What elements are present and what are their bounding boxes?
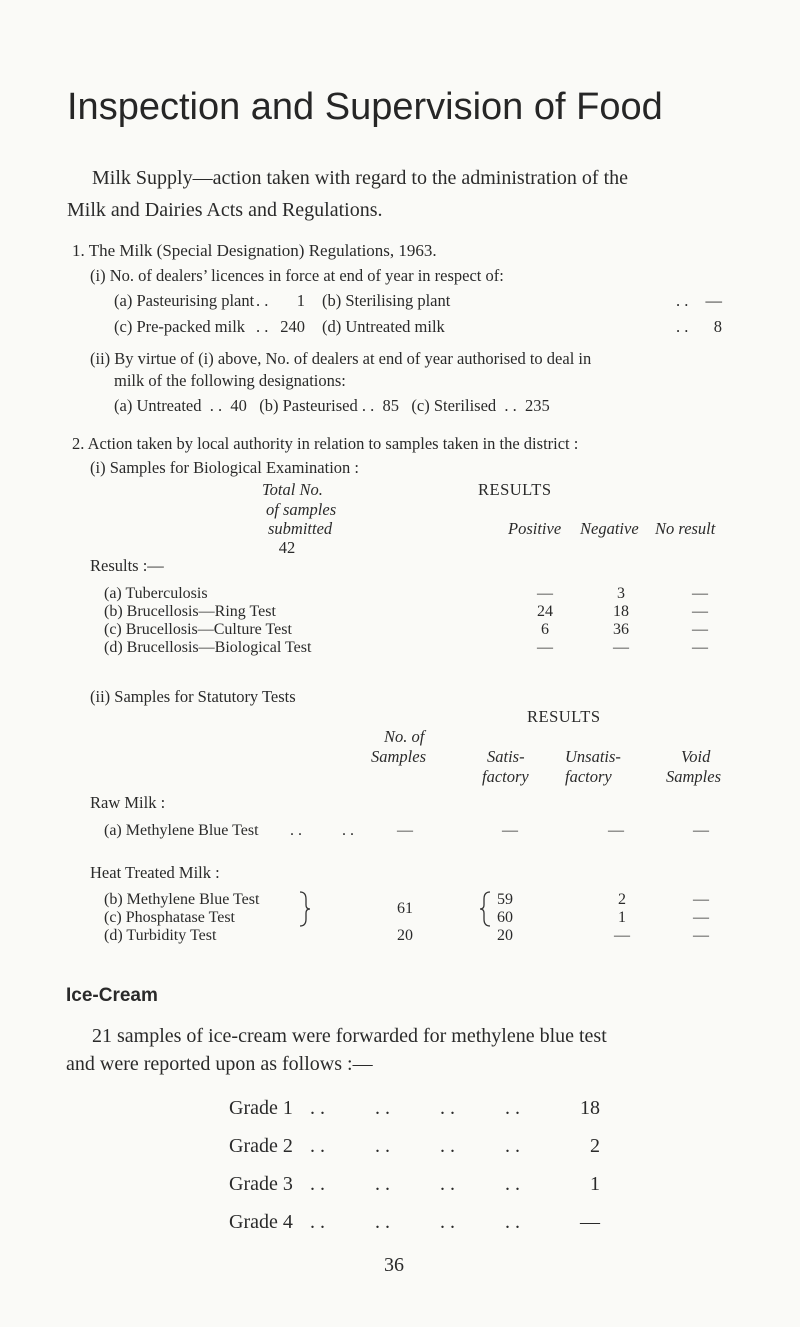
col-unsatis-line-2: factory xyxy=(565,767,612,786)
section-1-heading: 1. The Milk (Special Designation) Regulations, 1963. xyxy=(72,241,437,260)
section-1-ii-line-1: (ii) By virtue of (i) above, No. of dealers at end of year authorised to deal in xyxy=(90,349,592,368)
section-1-ii-line-2: milk of the following designations: xyxy=(114,371,346,390)
section-2-ii-label: (ii) Samples for Statutory Tests xyxy=(90,687,296,706)
right-brace-icon xyxy=(298,891,312,927)
grade-label: Grade 1 xyxy=(229,1097,293,1119)
heat-row-unsatis: 1 xyxy=(618,909,626,926)
raw-row-samples: — xyxy=(397,822,413,839)
heat-row-void: — xyxy=(693,891,709,908)
results-header-statutory: RESULTS xyxy=(527,707,601,726)
grade-value: — xyxy=(580,1211,600,1233)
bio-row-positive: — xyxy=(537,639,553,656)
licence-value-d: 8 xyxy=(713,317,722,336)
grade-dots: . . . . . . . . xyxy=(310,1135,520,1157)
licence-label-c: (c) Pre-packed milk xyxy=(114,317,246,336)
col-satis-line-2: factory xyxy=(482,767,529,786)
results-label: Results :— xyxy=(90,556,164,575)
heat-row-satis: 20 xyxy=(497,927,513,944)
raw-row-unsatis: — xyxy=(608,822,624,839)
grade-label: Grade 3 xyxy=(229,1173,293,1195)
bio-row-label: (b) Brucellosis—Ring Test xyxy=(104,603,276,620)
bio-row-noresult: — xyxy=(692,639,708,656)
designations-line: (a) Untreated . . 40 (b) Pasteurised . . 85 (c) Sterilised . . 235 xyxy=(114,396,550,415)
grade-dots: . . . . . . . . xyxy=(310,1211,520,1233)
section-1-i-label: (i) No. of dealers’ licences in force at end of year in respect of: xyxy=(90,266,504,285)
results-header-bio: RESULTS xyxy=(478,480,552,499)
grade-value: 1 xyxy=(590,1173,600,1195)
raw-row-dots: . . . . xyxy=(290,822,354,839)
col-negative: Negative xyxy=(580,519,639,538)
col-samples-line-1: No. of xyxy=(384,727,425,746)
col-total-line-3: submitted xyxy=(268,519,333,538)
heat-row-label: (d) Turbidity Test xyxy=(104,927,217,944)
licence-dots-a: . . xyxy=(256,291,269,310)
intro-line-1: Milk Supply—action taken with regard to the administration of the xyxy=(92,167,629,189)
section-2-i-label: (i) Samples for Biological Examination : xyxy=(90,458,359,477)
col-unsatis-line-1: Unsatis- xyxy=(565,747,621,766)
total-samples-value: 42 xyxy=(278,538,296,557)
col-void-line-2: Samples xyxy=(666,767,721,786)
grade-dots: . . . . . . . . xyxy=(310,1173,520,1195)
heat-row-satis: 59 xyxy=(497,891,513,908)
intro-line-2: Milk and Dairies Acts and Regulations. xyxy=(67,199,383,221)
col-no-result: No result xyxy=(655,519,716,538)
bio-row-positive: 6 xyxy=(541,621,549,638)
ice-cream-heading: Ice-Cream xyxy=(66,985,158,1006)
bio-row-negative: — xyxy=(613,639,629,656)
ice-cream-line-2: and were reported upon as follows :— xyxy=(66,1053,373,1075)
bio-row-label: (a) Tuberculosis xyxy=(104,585,208,602)
grade-value: 2 xyxy=(590,1135,600,1157)
heat-row-void: — xyxy=(693,909,709,926)
bio-row-noresult: — xyxy=(692,585,708,602)
grade-value: 18 xyxy=(580,1097,600,1119)
heat-row-label: (b) Methylene Blue Test xyxy=(104,891,260,908)
heat-row-satis: 60 xyxy=(497,909,513,926)
bio-row-negative: 3 xyxy=(617,585,625,602)
col-total-line-2: of samples xyxy=(266,500,337,519)
heat-row-label: (c) Phosphatase Test xyxy=(104,909,235,926)
grade-label: Grade 2 xyxy=(229,1135,293,1157)
raw-milk-label: Raw Milk : xyxy=(90,793,166,812)
bio-row-positive: 24 xyxy=(537,603,553,620)
grade-label: Grade 4 xyxy=(229,1211,293,1233)
raw-row-satis: — xyxy=(502,822,518,839)
section-2-heading: 2. Action taken by local authority in relation to samples taken in the district : xyxy=(72,434,579,453)
bio-row-noresult: — xyxy=(692,603,708,620)
left-brace-icon xyxy=(478,891,492,927)
licence-dots-b: . . xyxy=(676,291,689,310)
bio-row-label: (d) Brucellosis—Biological Test xyxy=(104,639,312,656)
licence-value-b: — xyxy=(705,291,722,310)
grade-dots: . . . . . . . . xyxy=(310,1097,520,1119)
licence-label-a: (a) Pasteurising plant xyxy=(114,291,255,310)
page-number: 36 xyxy=(384,1254,404,1276)
bio-row-negative: 18 xyxy=(613,603,629,620)
col-satis-line-1: Satis- xyxy=(487,747,525,766)
heat-bc-samples: 61 xyxy=(397,900,413,917)
licence-label-d: (d) Untreated milk xyxy=(322,317,445,336)
col-samples-line-2: Samples xyxy=(371,747,426,766)
licence-value-c: 240 xyxy=(280,317,305,336)
col-positive: Positive xyxy=(508,519,562,538)
licence-label-b: (b) Sterilising plant xyxy=(322,291,451,310)
raw-row-label: (a) Methylene Blue Test xyxy=(104,822,259,839)
bio-row-positive: — xyxy=(537,585,553,602)
raw-row-void: — xyxy=(693,822,709,839)
heat-row-unsatis: — xyxy=(614,927,630,944)
page-title: Inspection and Supervision of Food xyxy=(67,86,663,128)
heat-treated-label: Heat Treated Milk : xyxy=(90,863,220,882)
heat-row-void: — xyxy=(693,927,709,944)
bio-row-noresult: — xyxy=(692,621,708,638)
licence-dots-c: . . xyxy=(256,317,269,336)
bio-row-negative: 36 xyxy=(613,621,629,638)
heat-row-samples: 20 xyxy=(397,927,413,944)
licence-value-a: 1 xyxy=(296,291,305,310)
ice-cream-line-1: 21 samples of ice-cream were forwarded for methylene blue test xyxy=(92,1025,607,1047)
bio-row-label: (c) Brucellosis—Culture Test xyxy=(104,621,292,638)
col-void-line-1: Void xyxy=(681,747,711,766)
col-total-line-1: Total No. xyxy=(262,480,323,499)
heat-row-unsatis: 2 xyxy=(618,891,626,908)
licence-dots-d: . . xyxy=(676,317,689,336)
